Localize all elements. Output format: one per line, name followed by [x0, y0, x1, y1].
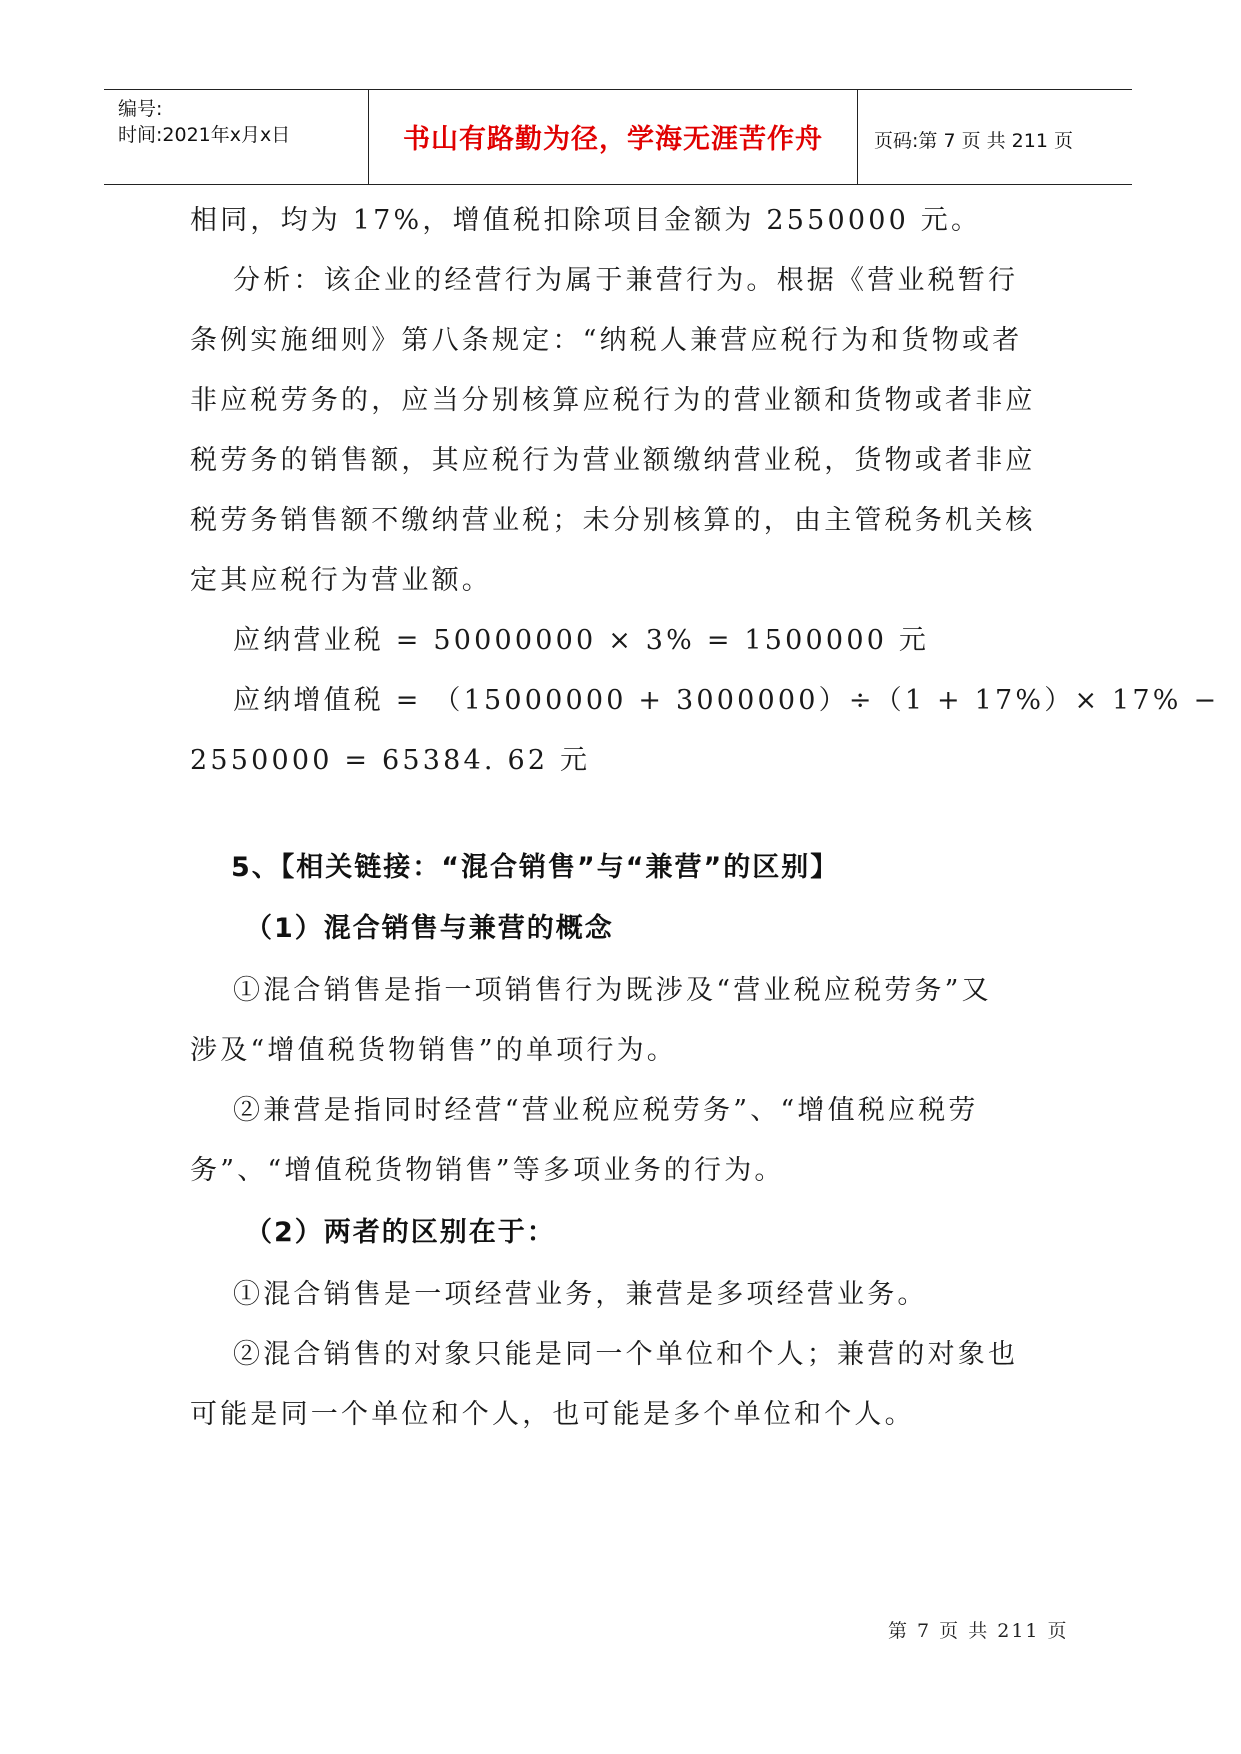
page-header: [104, 89, 1132, 185]
body-line: 相同，均为 17%，增值税扣除项目金额为 2550000 元。: [190, 205, 982, 236]
time-label: 时间:2021年x月x日: [118, 124, 291, 146]
header-motto-cell: [368, 90, 858, 184]
body-line: 涉及“增值税货物销售”的单项行为。: [190, 1035, 678, 1066]
header-page-cell: [856, 90, 1132, 184]
subsection-heading-1: （1）混合销售与兼营的概念: [245, 913, 614, 944]
page-footer: 第 7 页 共 211 页: [888, 1620, 1069, 1642]
serial-label: 编号:: [118, 98, 163, 120]
body-line: 非应税劳务的，应当分别核算应税行为的营业额和货物或者非应: [190, 385, 1036, 416]
body-line: 税劳务销售额不缴纳营业税；未分别核算的，由主管税务机关核: [190, 505, 1036, 536]
body-line: 分析：该企业的经营行为属于兼营行为。根据《营业税暂行: [233, 265, 1019, 296]
body-line: ②混合销售的对象只能是同一个单位和个人；兼营的对象也: [233, 1339, 1019, 1370]
subsection-heading-2: （2）两者的区别在于：: [245, 1217, 556, 1248]
body-line: 税劳务的销售额，其应税行为营业额缴纳营业税，货物或者非应: [190, 445, 1036, 476]
body-line: 定其应税行为营业额。: [190, 565, 492, 596]
formula-vat-line1: 应纳增值税 = （15000000 + 3000000）÷（1 + 17%）× 17% −: [233, 685, 1220, 716]
header-motto: 书山有路勤为径，学海无涯苦作舟: [403, 124, 823, 155]
formula-vat-line2: 2550000 = 65384. 62 元: [190, 745, 591, 776]
body-line: 务”、“增值税货物销售”等多项业务的行为。: [190, 1155, 785, 1186]
body-line: ②兼营是指同时经营“营业税应税劳务”、“增值税应税劳: [233, 1095, 979, 1126]
section-heading: 5、【相关链接：“混合销售”与“兼营”的区别】: [231, 852, 840, 883]
body-line: ①混合销售是一项经营业务，兼营是多项经营业务。: [233, 1279, 928, 1310]
header-page-number: 页码:第 7 页 共 211 页: [874, 130, 1073, 152]
header-meta-cell: [104, 90, 368, 184]
formula-business-tax: 应纳营业税 = 50000000 × 3% = 1500000 元: [233, 625, 930, 656]
body-line: 条例实施细则》第八条规定：“纳税人兼营应税行为和货物或者: [190, 325, 1023, 356]
body-line: 可能是同一个单位和个人，也可能是多个单位和个人。: [190, 1399, 915, 1430]
body-line: ①混合销售是指一项销售行为既涉及“营业税应税劳务”又: [233, 975, 992, 1006]
